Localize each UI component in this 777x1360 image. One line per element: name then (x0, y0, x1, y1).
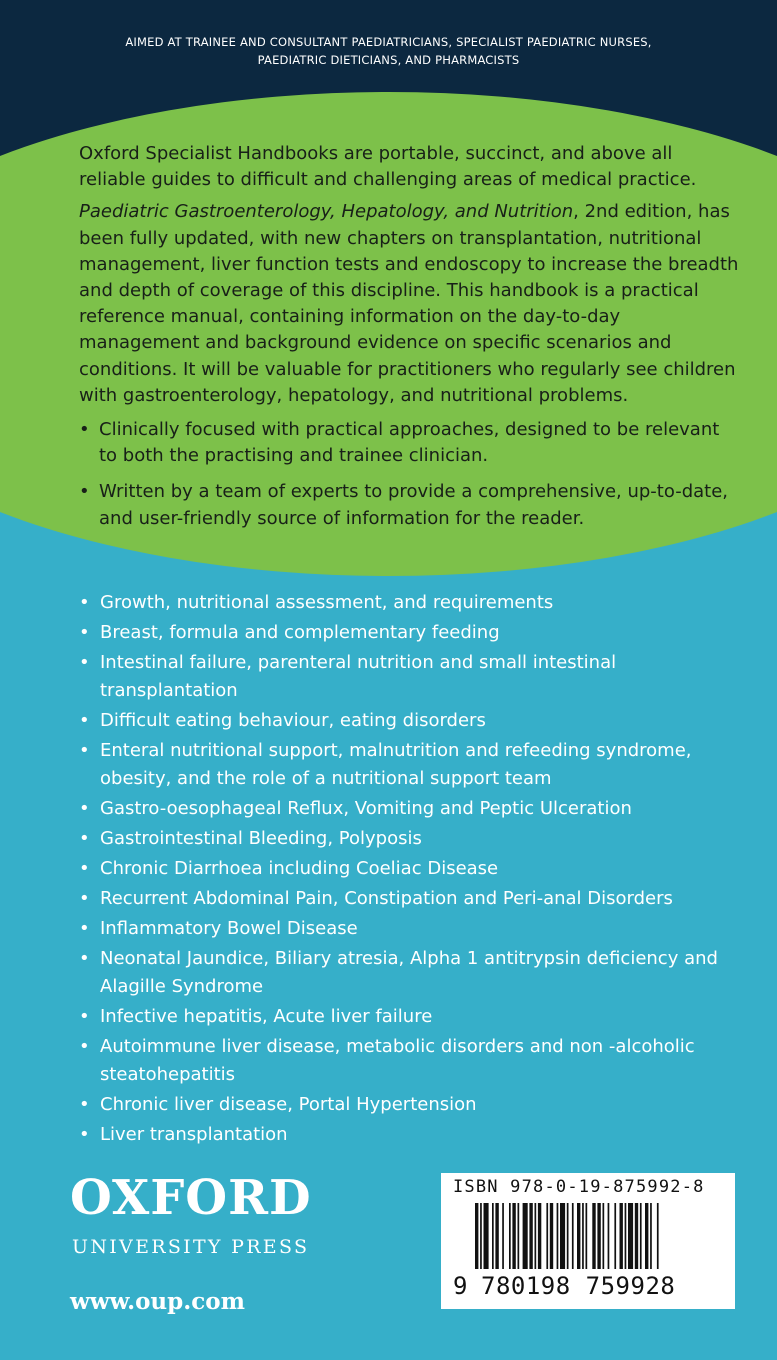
barcode-bar (572, 1203, 574, 1269)
topic-item: • Intestinal failure, parenteral nutrition and small intestinal transplantation (79, 649, 729, 705)
barcode-bar (538, 1203, 541, 1269)
audience-statement (0, 33, 777, 69)
blurb-bullet: • Clinically focused with practical approaches, designed to be relevant to both the practising and trainee clinician. (79, 417, 739, 469)
barcode-bar (523, 1203, 528, 1269)
barcode-bar (608, 1203, 610, 1269)
topic-item: • Autoimmune liver disease, metabolic disorders and non -alcoholic steatohepatitis (79, 1033, 729, 1089)
topic-item: • Recurrent Abdominal Pain, Constipation and Peri-anal Disorders (79, 885, 729, 913)
topics-list (79, 589, 729, 1151)
isbn-label: ISBN 978-0-19-875992-8 (453, 1177, 705, 1197)
barcode-bar (475, 1203, 478, 1269)
audience-line-1: AIMED AT TRAINEE AND CONSULTANT PAEDIATRICIANS, SPECIALIST PAEDIATRIC NURSES, (125, 35, 652, 49)
barcode-bar (480, 1203, 482, 1269)
barcode-bar (495, 1203, 498, 1269)
barcode-bar (603, 1203, 605, 1269)
barcode-bars (475, 1203, 725, 1283)
barcode-bar (628, 1203, 633, 1269)
barcode-bar (657, 1203, 659, 1269)
barcode-bar (567, 1203, 569, 1269)
topic-item: • Enteral nutritional support, malnutrition and refeeding syndrome, obesity, and the role of a nutritional support team (79, 737, 729, 793)
barcode-bar (625, 1203, 627, 1269)
barcode-bar (512, 1203, 515, 1269)
topic-item: • Difficult eating behaviour, eating disorders (79, 707, 729, 735)
book-blurb (79, 141, 739, 542)
blurb-intro: Oxford Specialist Handbooks are portable, succinct, and above all reliable guides to difficult and challenging areas of medical practice. (79, 143, 697, 191)
barcode-bar (620, 1203, 623, 1269)
barcode-bar (577, 1203, 580, 1269)
barcode-bar (518, 1203, 520, 1269)
barcode-box (441, 1173, 735, 1309)
blurb-description-text: , 2nd edition, has been fully updated, with new chapters on transplantation, nutritional management, liver function tests and endoscopy to increase the breadth and depth of coverage of this discipline. This handbook is a practical reference manual, containing information on the day-to-day management and background evidence on specific scenarios and conditions. It will be valuable for practitioners who regularly see children with gastroenterology, hepatology, and nutritional problems. (79, 201, 739, 406)
topic-item: • Liver transplantation (79, 1121, 729, 1149)
barcode-bar (560, 1203, 565, 1269)
topic-item: • Infective hepatitis, Acute liver failure (79, 1003, 729, 1031)
barcode-bar (502, 1203, 504, 1269)
blurb-bullet-list (79, 417, 739, 532)
barcode-bar (592, 1203, 595, 1269)
publisher-website: www.oup.com (70, 1288, 245, 1315)
publisher-logo-oxford: OXFORD (70, 1170, 312, 1226)
barcode-bar (557, 1203, 559, 1269)
barcode-bar (509, 1203, 511, 1269)
topic-item: • Chronic liver disease, Portal Hypertension (79, 1091, 729, 1119)
barcode-bar (546, 1203, 548, 1269)
publisher-logo-subtitle: UNIVERSITY PRESS (72, 1236, 310, 1258)
topic-item: • Gastro-oesophageal Reflux, Vomiting and Peptic Ulceration (79, 795, 729, 823)
barcode-bar (640, 1203, 642, 1269)
barcode-bar (635, 1203, 638, 1269)
barcode-bar (484, 1203, 489, 1269)
blurb-description (79, 199, 739, 409)
barcode-bar (550, 1203, 553, 1269)
topic-item: • Gastrointestinal Bleeding, Polyposis (79, 825, 729, 853)
barcode-digits: 780198 759928 (481, 1272, 676, 1300)
blurb-bullet: • Written by a team of experts to provide a comprehensive, up-to-date, and user-friendly source of information for the reader. (79, 479, 739, 531)
barcode-first-digit: 9 (453, 1272, 468, 1300)
barcode-bar (645, 1203, 648, 1269)
barcode-bar (492, 1203, 494, 1269)
book-title: Paediatric Gastroenterology, Hepatology, and Nutrition (79, 201, 574, 223)
topic-item: • Chronic Diarrhoea including Coeliac Disease (79, 855, 729, 883)
barcode-bar (535, 1203, 537, 1269)
barcode-bar (597, 1203, 600, 1269)
topic-item: • Inflammatory Bowel Disease (79, 915, 729, 943)
barcode-bar (650, 1203, 652, 1269)
barcode-bar (614, 1203, 616, 1269)
barcode-bar (582, 1203, 584, 1269)
topic-item: • Neonatal Jaundice, Biliary atresia, Alpha 1 antitrypsin deficiency and Alagille Syndrome (79, 945, 729, 1001)
topic-item: • Breast, formula and complementary feeding (79, 619, 729, 647)
barcode-bar (586, 1203, 588, 1269)
audience-line-2: PAEDIATRIC DIETICIANS, AND PHARMACISTS (257, 53, 520, 67)
barcode-bar (529, 1203, 532, 1269)
topic-item: • Growth, nutritional assessment, and requirements (79, 589, 729, 617)
